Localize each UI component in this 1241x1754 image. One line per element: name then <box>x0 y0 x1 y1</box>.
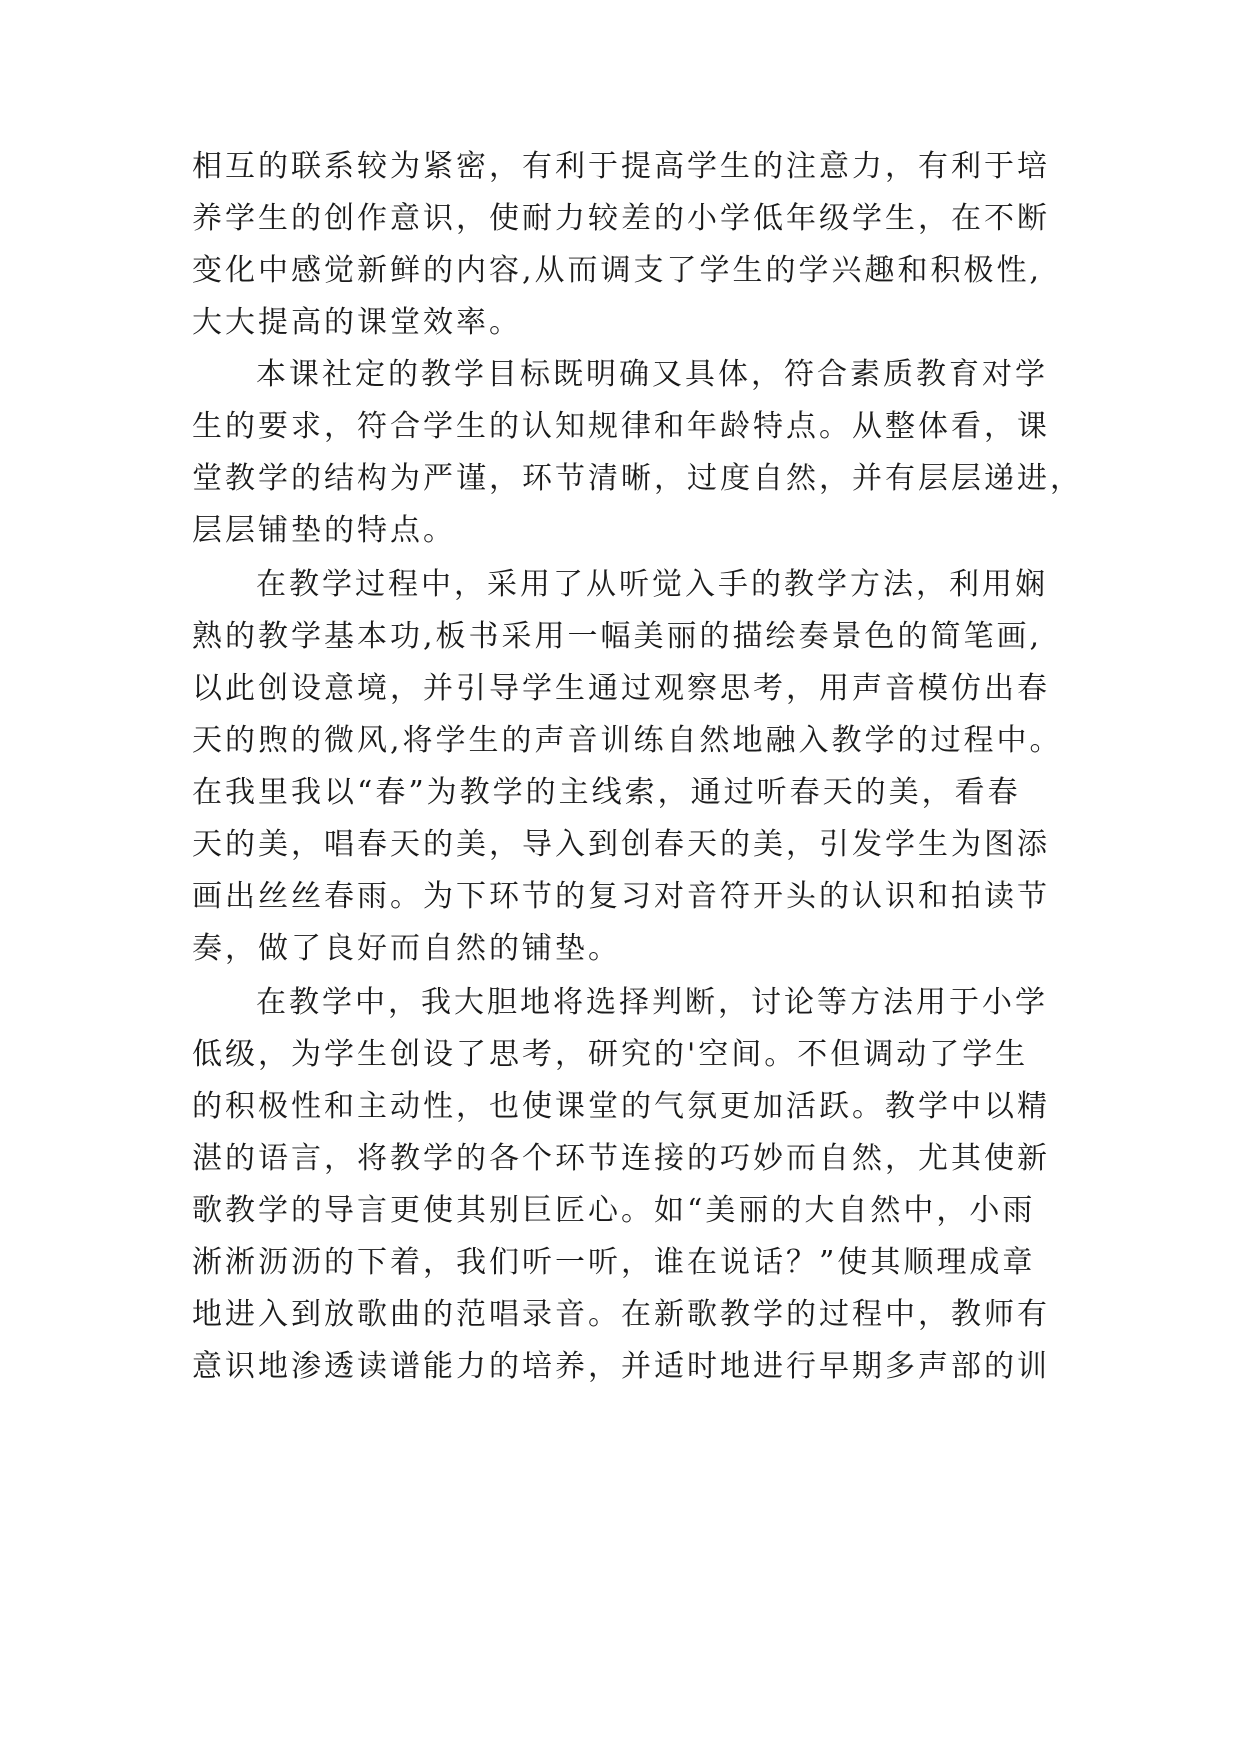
text-line: 大大提高的课堂效率。 <box>192 305 522 340</box>
text-line: 变化中感觉新鲜的内容,从而调支了学生的学兴趣和积极性, <box>192 253 1043 288</box>
paragraph-first-line: 本课社定的教学目标既明确又具体，符合素质教育对学 <box>256 357 1048 392</box>
text-line: 低级，为学生创设了思考，研究的'空间。不但调动了学生 <box>192 1037 1029 1072</box>
text-line: 生的要求，符合学生的认知规律和年龄特点。从整体看，课 <box>192 409 1050 444</box>
text-line: 在我里我以“春”为教学的主线索，通过听春天的美，看春 <box>192 775 1021 810</box>
text-line: 奏，做了良好而自然的铺垫。 <box>192 931 621 966</box>
paragraph-first-line: 在教学过程中，采用了从听觉入手的教学方法，利用娴 <box>256 567 1048 602</box>
text-line: 堂教学的结构为严谨，环节清晰，过度自然，并有层层递进， <box>192 461 1083 496</box>
paragraph-first-line: 在教学中，我大胆地将选择判断，讨论等方法用于小学 <box>256 985 1048 1020</box>
text-line: 熟的教学基本功,板书采用一幅美丽的描绘奏景色的简笔画, <box>192 619 1043 654</box>
text-line: 画出丝丝春雨。为下环节的复习对音符开头的认识和拍读节 <box>192 879 1050 914</box>
text-line: 相互的联系较为紧密，有利于提高学生的注意力，有利于培 <box>192 149 1050 184</box>
text-line: 天的煦的微风,将学生的声音训练自然地融入教学的过程中。 <box>192 723 1063 758</box>
text-line: 天的美，唱春天的美，导入到创春天的美，引发学生为图添 <box>192 827 1050 862</box>
text-line: 淅淅沥沥的下着，我们听一听，谁在说话？”使其顺理成章 <box>192 1245 1036 1280</box>
text-line: 地进入到放歌曲的范唱录音。在新歌教学的过程中，教师有 <box>192 1297 1050 1332</box>
text-line: 歌教学的导言更使其别巨匠心。如“美丽的大自然中，小雨 <box>192 1193 1036 1228</box>
text-line: 湛的语言，将教学的各个环节连接的巧妙而自然，尤其使新 <box>192 1141 1050 1176</box>
text-line: 意识地渗透读谱能力的培养，并适时地进行早期多声部的训 <box>192 1349 1050 1384</box>
text-line: 层层铺垫的特点。 <box>192 513 456 548</box>
text-line: 养学生的创作意识，使耐力较差的小学低年级学生，在不断 <box>192 201 1050 236</box>
text-line: 的积极性和主动性，也使课堂的气氛更加活跃。教学中以精 <box>192 1089 1050 1124</box>
text-line: 以此创设意境，并引导学生通过观察思考，用声音模仿出春 <box>192 671 1050 706</box>
